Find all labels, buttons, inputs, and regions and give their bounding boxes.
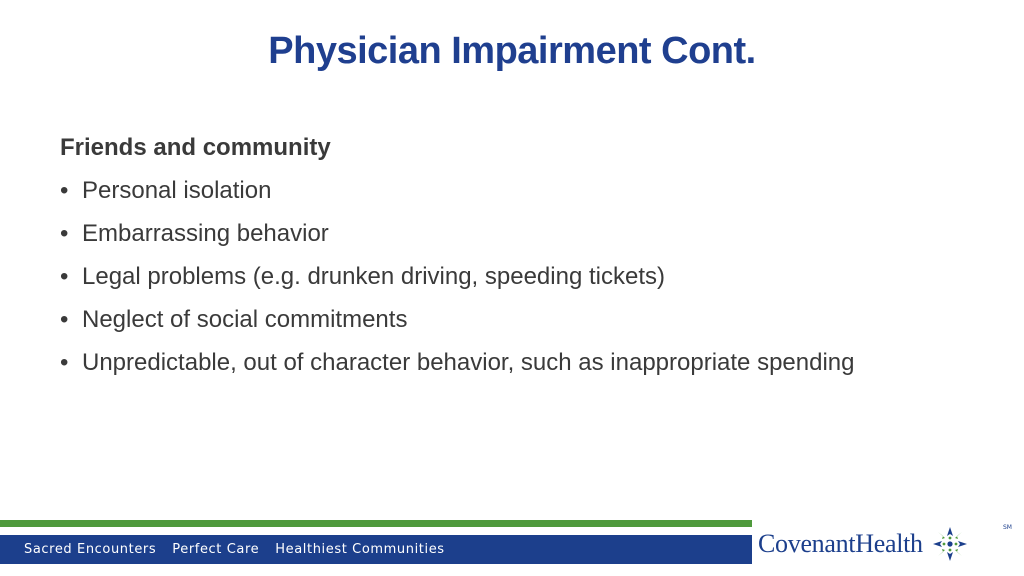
logo-wordmark (758, 529, 923, 559)
tagline-item: Perfect Care (172, 542, 260, 557)
service-mark: SM (1003, 524, 1012, 531)
bullet-dot: • (60, 263, 69, 290)
bullet-text: Legal problems (e.g. drunken driving, speeding tickets) (82, 263, 665, 290)
slide-body (60, 126, 1000, 384)
logo-word-covenant: Covenant (758, 529, 856, 558)
bullet-dot: • (60, 349, 69, 376)
slide-title: Physician Impairment Cont. (268, 30, 756, 72)
bullet-text: Embarrassing behavior (82, 220, 329, 247)
bullet-item (60, 341, 1000, 384)
bullet-item (60, 212, 1000, 255)
bullet-text: Personal isolation (82, 177, 272, 204)
bullet-text: Neglect of social commitments (82, 306, 408, 333)
covenant-health-logo (758, 524, 1020, 564)
bullet-text: Unpredictable, out of character behavior, such as inappropriate spending (82, 349, 855, 376)
bullet-item (60, 298, 1000, 341)
bullet-dot: • (60, 220, 69, 247)
bullet-dot: • (60, 306, 69, 333)
footer-tagline-bar (0, 535, 752, 564)
bullet-item (60, 169, 1000, 212)
section-heading: Friends and community (60, 134, 331, 161)
covenant-cross-icon (929, 524, 971, 564)
bullet-list (60, 169, 1000, 384)
tagline-item: Sacred Encounters (24, 542, 157, 557)
tagline-item: Healthiest Communities (275, 542, 445, 557)
bullet-item (60, 255, 1000, 298)
bullet-dot: • (60, 177, 69, 204)
footer-gap (0, 527, 752, 535)
logo-word-health: Health (855, 529, 923, 558)
footer-green-stripe (0, 520, 752, 527)
